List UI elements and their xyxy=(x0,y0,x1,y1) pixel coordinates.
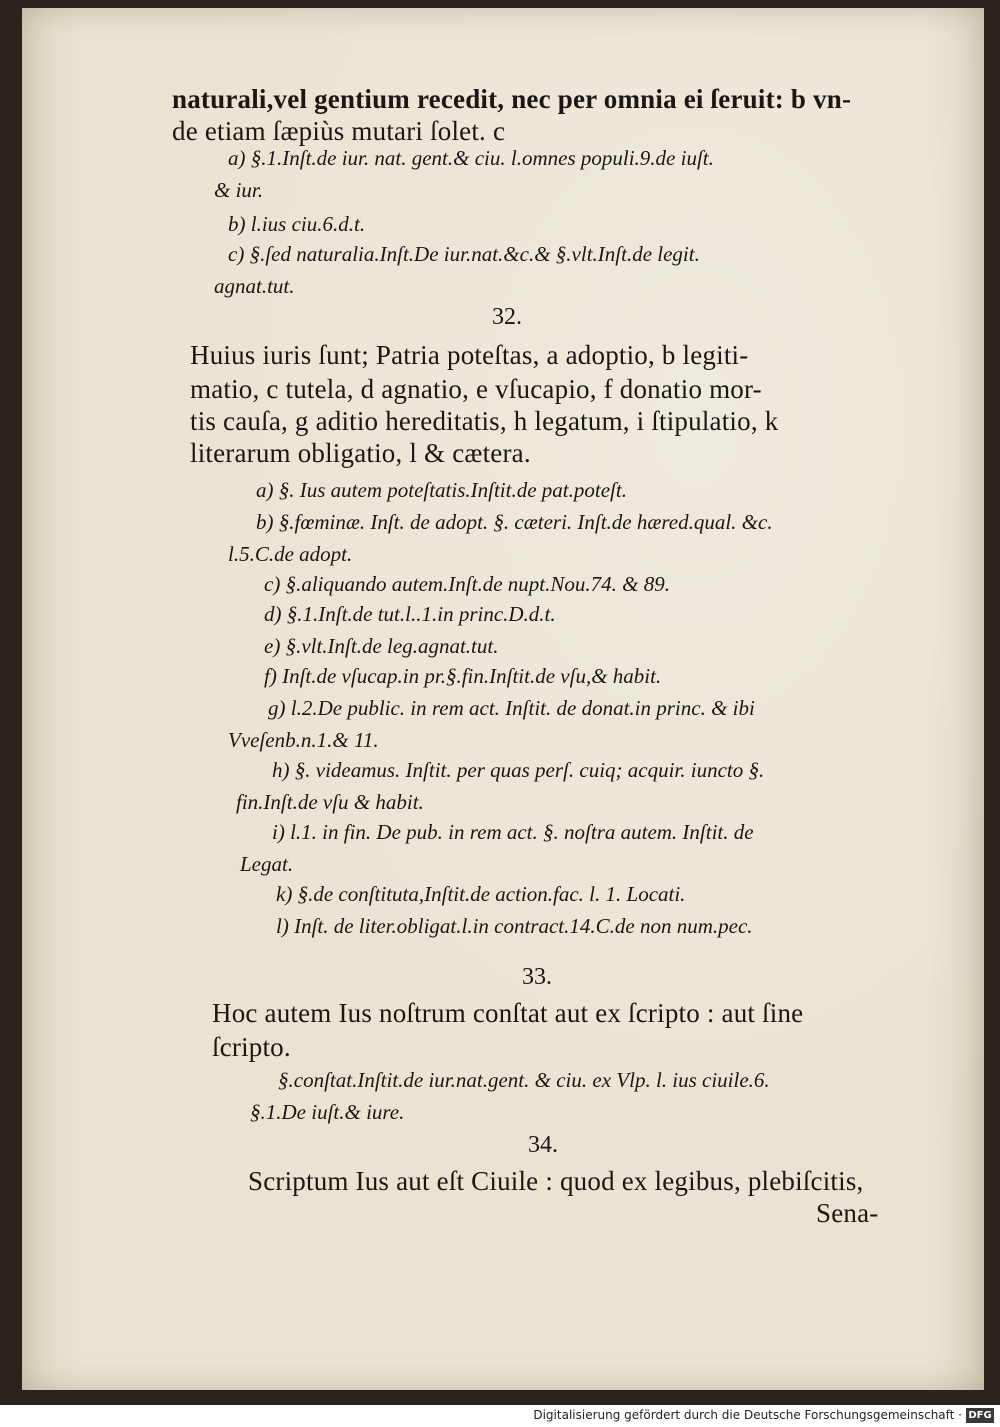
footnote-line: e) §.vlt.Inſt.de leg.agnat.tut. xyxy=(264,634,499,658)
text-line: naturali,vel gentium recedit, nec per omnia ei ſeruit: b vn- xyxy=(172,84,852,114)
footnote-line: g) l.2.De public. in rem act. Inſtit. de donat.in princ. & ibi xyxy=(268,696,755,720)
funding-notice: Digitalisierung gefördert durch die Deutsche Forschungsgemeinschaft · xyxy=(533,1408,962,1422)
text-line: Hoc autem Ius noſtrum conſtat aut ex ſcripto : aut ſine xyxy=(212,998,804,1028)
footnote-line: d) §.1.Inſt.de tut.l..1.in princ.D.d.t. xyxy=(264,602,556,626)
footnote-line: h) §. videamus. Inſtit. per quas perſ. cuiq; acquir. iuncto §. xyxy=(272,758,765,782)
catchword: Sena- xyxy=(816,1198,879,1228)
section-number: 33. xyxy=(522,964,552,990)
footnote-line: l.5.C.de adopt. xyxy=(228,542,353,566)
text-line: de etiam ſæpiùs mutari ſolet. c xyxy=(172,116,506,146)
footnote-line: b) l.ius ciu.6.d.t. xyxy=(228,212,366,236)
footnote-line: Vveſenb.n.1.& 11. xyxy=(228,728,379,752)
section-number: 32. xyxy=(492,304,522,330)
footnote-line: Legat. xyxy=(240,852,294,876)
footnote-line: c) §.ſed naturalia.Inſt.De iur.nat.&c.& §.vlt.Inſt.de legit. xyxy=(228,242,700,266)
footer-bar xyxy=(0,1405,1000,1427)
footnote-line: b) §.fœminæ. Inſt. de adopt. §. cæteri. Inſt.de hæred.qual. &c. xyxy=(256,510,773,534)
dfg-logo: DFG xyxy=(966,1408,994,1423)
footnote-line: agnat.tut. xyxy=(214,274,295,298)
text-line: literarum obligatio, l & cætera. xyxy=(190,438,531,468)
footnote-line: f) Inſt.de vſucap.in pr.§.fin.Inſtit.de vſu,& habit. xyxy=(264,664,662,688)
footnote-line: a) §.1.Inſt.de iur. nat. gent.& ciu. l.omnes populi.9.de iuſt. xyxy=(228,146,714,170)
footnote-line: §.1.De iuſt.& iure. xyxy=(250,1100,405,1124)
footnote-line: l) Inſt. de liter.obligat.l.in contract.14.C.de non num.pec. xyxy=(276,914,753,938)
footnote-line: & iur. xyxy=(214,178,264,202)
footnote-line: §.conſtat.Inſtit.de iur.nat.gent. & ciu. ex Vlp. l. ius ciuile.6. xyxy=(278,1068,770,1092)
text-line: matio, c tutela, d agnatio, e vſucapio, f donatio mor- xyxy=(190,374,762,404)
text-line: ſcripto. xyxy=(212,1032,291,1062)
footnote-line: fin.Inſt.de vſu & habit. xyxy=(236,790,424,814)
footnote-line: k) §.de conſtituta,Inſtit.de action.fac. l. 1. Locati. xyxy=(276,882,686,906)
page-text xyxy=(22,8,984,1390)
footnote-line: c) §.aliquando autem.Inſt.de nupt.Nou.74. & 89. xyxy=(264,572,670,596)
footnote-line: i) l.1. in fin. De pub. in rem act. §. noſtra autem. Inſtit. de xyxy=(272,820,754,844)
footnote-line: a) §. Ius autem poteſtatis.Inſtit.de pat.poteſt. xyxy=(256,478,627,502)
text-line: Scriptum Ius aut eſt Ciuile : quod ex legibus, plebiſcitis, xyxy=(248,1166,864,1196)
text-line: tis cauſa, g aditio hereditatis, h legatum, i ſtipulatio, k xyxy=(190,406,779,436)
book-page xyxy=(22,8,984,1390)
text-line: Huius iuris ſunt; Patria poteſtas, a adoptio, b legiti- xyxy=(190,340,749,370)
section-number: 34. xyxy=(528,1132,558,1158)
